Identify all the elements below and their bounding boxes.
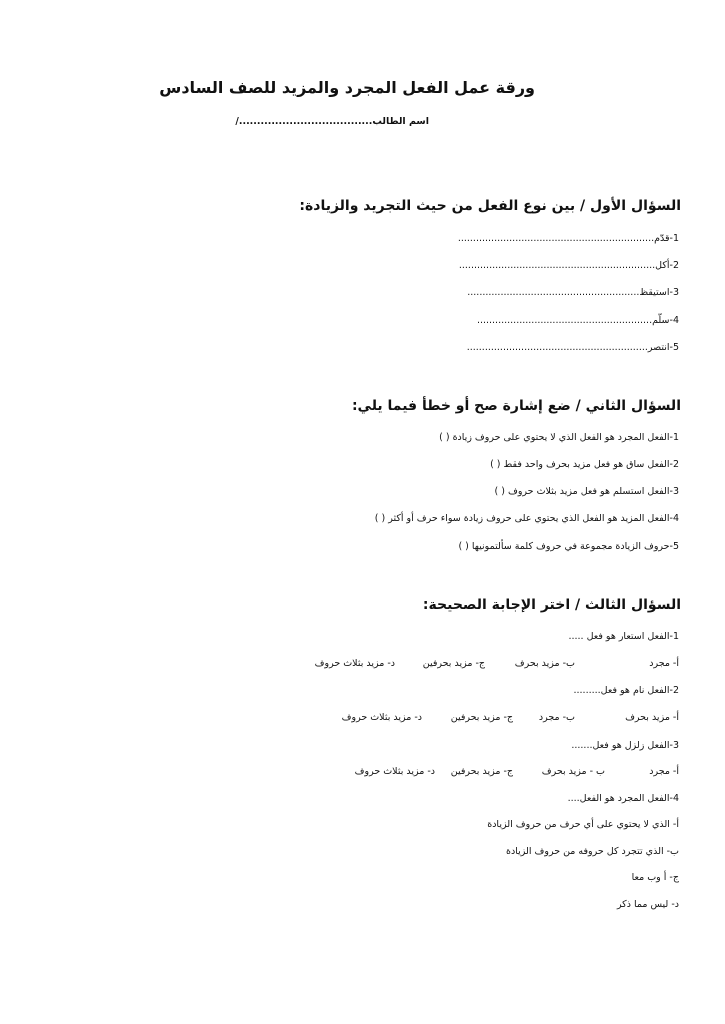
q3-sub1-option-c: ج- مزيد بحرفين (422, 658, 485, 669)
q3-sub1-stem: 1-الفعل استعار هو فعل ..... (568, 631, 679, 642)
question-2-heading: السؤال الثاني / ضع إشارة صح أو خطأ فيما يلي: (351, 398, 681, 414)
q3-sub1-option-a: أ- مجرد (649, 658, 679, 669)
q1-item-5: 5-انتصر............................................................ (466, 342, 679, 353)
q3-sub3-option-c: ج- مزيد بحرفين (450, 766, 513, 777)
q2-item-2: 2-الفعل ساق هو فعل مزيد بحرف واحد فقط ( ) (490, 459, 679, 470)
q2-item-3: 3-الفعل استسلم هو فعل مزيد بثلاث حروف ( ) (494, 486, 679, 497)
q3-sub2-option-c: ج- مزيد بحرفين (450, 712, 513, 723)
q3-sub2-option-b: ب- مجرد (538, 712, 575, 723)
q1-item-1: 1-قدّم................................................................. (457, 233, 679, 244)
q1-item-4: 4-سلّم.......................................................... (476, 315, 679, 326)
q3-sub1-option-d: د- مزيد بثلاث حروف (314, 658, 395, 669)
student-name-line: اسم الطالب...................................../ (235, 116, 429, 127)
q3-sub2-option-d: د- مزيد بثلاث حروف (341, 712, 422, 723)
q1-item-3: 3-استيقظ......................................................... (467, 287, 679, 298)
q3-sub3-option-d: د- مزيد بثلاث حروف (354, 766, 435, 777)
q3-sub1-option-b: ب- مزيد بحرف (514, 658, 575, 669)
q1-item-2: 2-أكل................................................................. (458, 260, 679, 271)
q3-sub2-stem: 2-الفعل نام هو فعل......... (573, 685, 679, 696)
q2-item-4: 4-الفعل المزيد هو الفعل الذي يحتوي على حروف زيادة سواء حرف أو أكثر ( ) (374, 513, 679, 524)
q3-sub3-option-a: أ- مجرد (649, 766, 679, 777)
q3-sub4-stem: 4-الفعل المجرد هو الفعل.... (567, 793, 679, 804)
q3-sub4-option-c: ج- أ وب معا (631, 872, 679, 883)
q3-sub3-option-b: ب - مزيد بحرف (541, 766, 605, 777)
q3-sub3-stem: 3-الفعل زلزل هو فعل....... (571, 740, 679, 751)
worksheet-title: ورقة عمل الفعل المجرد والمزيد للصف السادس (159, 78, 535, 97)
q3-sub4-option-d: د- ليس مما ذكر (616, 899, 679, 910)
q2-item-5: 5-حروف الزيادة مجموعة في حروف كلمة سألتمونيها ( ) (458, 541, 679, 552)
q3-sub4-option-a: أ- الذي لا يحتوي على أي حرف من حروف الزيادة (487, 819, 679, 830)
q3-sub4-option-b: ب- الذي تتجرد كل حروفه من حروف الزيادة (505, 846, 679, 857)
q2-item-1: 1-الفعل المجرد هو الفعل الذي لا يحتوي على حروف زيادة ( ) (439, 432, 679, 443)
question-3-heading: السؤال الثالث / اختر الإجابة الصحيحة: (422, 597, 681, 613)
q3-sub2-option-a: أ- مزيد بحرف (625, 712, 679, 723)
question-1-heading: السؤال الأول / بين نوع الفعل من حيث التجريد والزيادة: (299, 198, 681, 214)
